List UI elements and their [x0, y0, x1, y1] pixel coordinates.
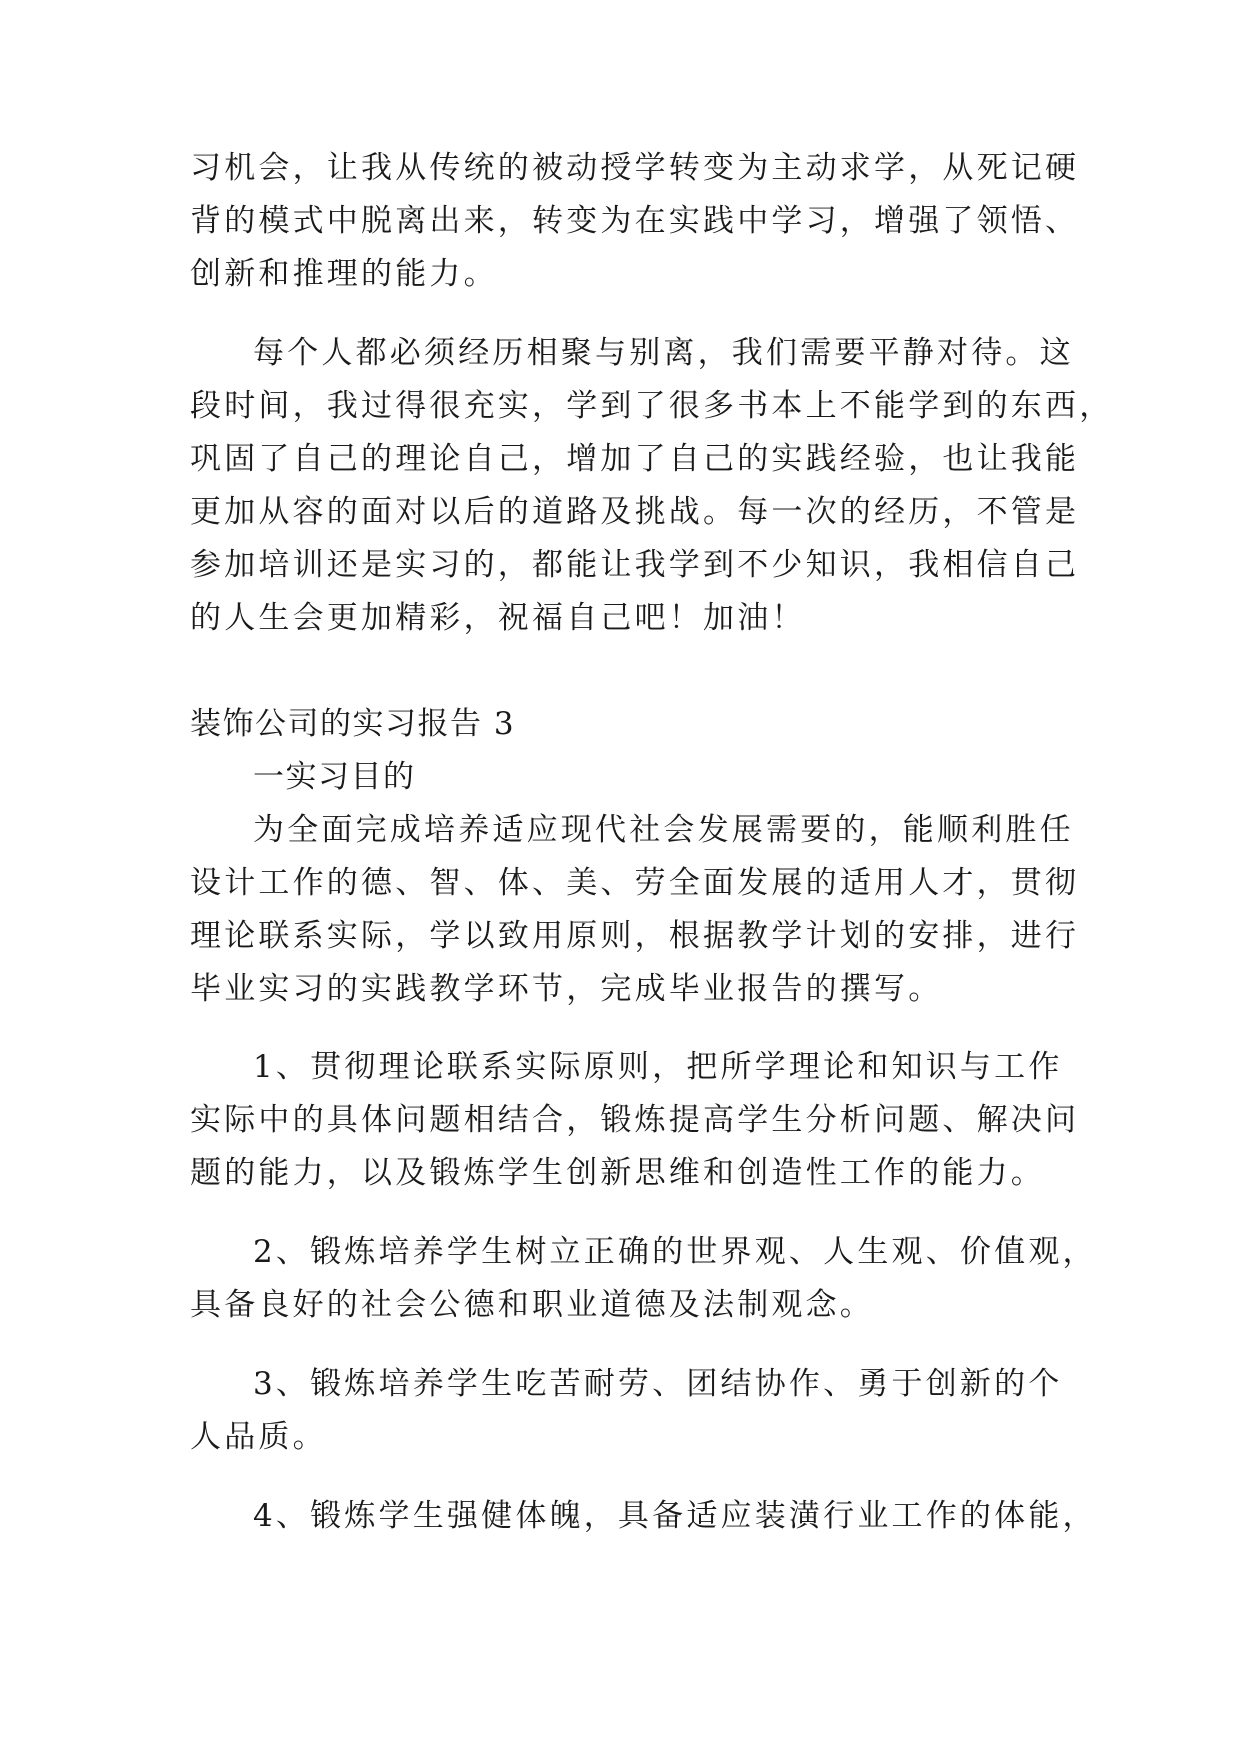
text-line: 人品质。	[190, 1419, 327, 1455]
subsection-title: 一实习目的	[253, 759, 416, 795]
text-line: 每个人都必须经历相聚与别离，我们需要平静对待。这	[253, 335, 1074, 371]
text-line: 的人生会更加精彩，祝福自己吧！加油！	[190, 600, 806, 636]
text-line: 参加培训还是实习的，都能让我学到不少知识，我相信自己	[190, 547, 1080, 583]
text-line: 创新和推理的能力。	[190, 256, 498, 292]
text-line: 更加从容的面对以后的道路及挑战。每一次的经历，不管是	[190, 494, 1080, 530]
text-line: 实际中的具体问题相结合，锻炼提高学生分析问题、解决问	[190, 1102, 1080, 1138]
text-line: 2、锻炼培养学生树立正确的世界观、人生观、价值观，	[253, 1234, 1097, 1270]
text-line: 3、锻炼培养学生吃苦耐劳、团结协作、勇于创新的个	[253, 1366, 1063, 1402]
text-line: 段时间，我过得很充实，学到了很多书本上不能学到的东西，	[190, 388, 1114, 424]
text-line: 具备良好的社会公德和职业道德及法制观念。	[190, 1287, 874, 1323]
text-line: 设计工作的德、智、体、美、劳全面发展的适用人才，贯彻	[190, 865, 1080, 901]
text-line: 为全面完成培养适应现代社会发展需要的，能顺利胜任	[253, 812, 1074, 848]
text-line: 4、锻炼学生强健体魄，具备适应装潢行业工作的体能，	[253, 1498, 1097, 1534]
text-line: 理论联系实际，学以致用原则，根据教学计划的安排，进行	[190, 918, 1080, 954]
text-line: 题的能力，以及锻炼学生创新思维和创造性工作的能力。	[190, 1155, 1045, 1191]
text-line: 毕业实习的实践教学环节，完成毕业报告的撰写。	[190, 971, 943, 1007]
text-line: 背的模式中脱离出来，转变为在实践中学习，增强了领悟、	[190, 203, 1080, 239]
text-line: 巩固了自己的理论自己，增加了自己的实践经验，也让我能	[190, 441, 1080, 477]
text-line: 1、贯彻理论联系实际原则，把所学理论和知识与工作	[253, 1049, 1063, 1085]
section-title: 装饰公司的实习报告 3	[190, 706, 516, 742]
text-line: 习机会，让我从传统的被动授学转变为主动求学，从死记硬	[190, 150, 1080, 186]
